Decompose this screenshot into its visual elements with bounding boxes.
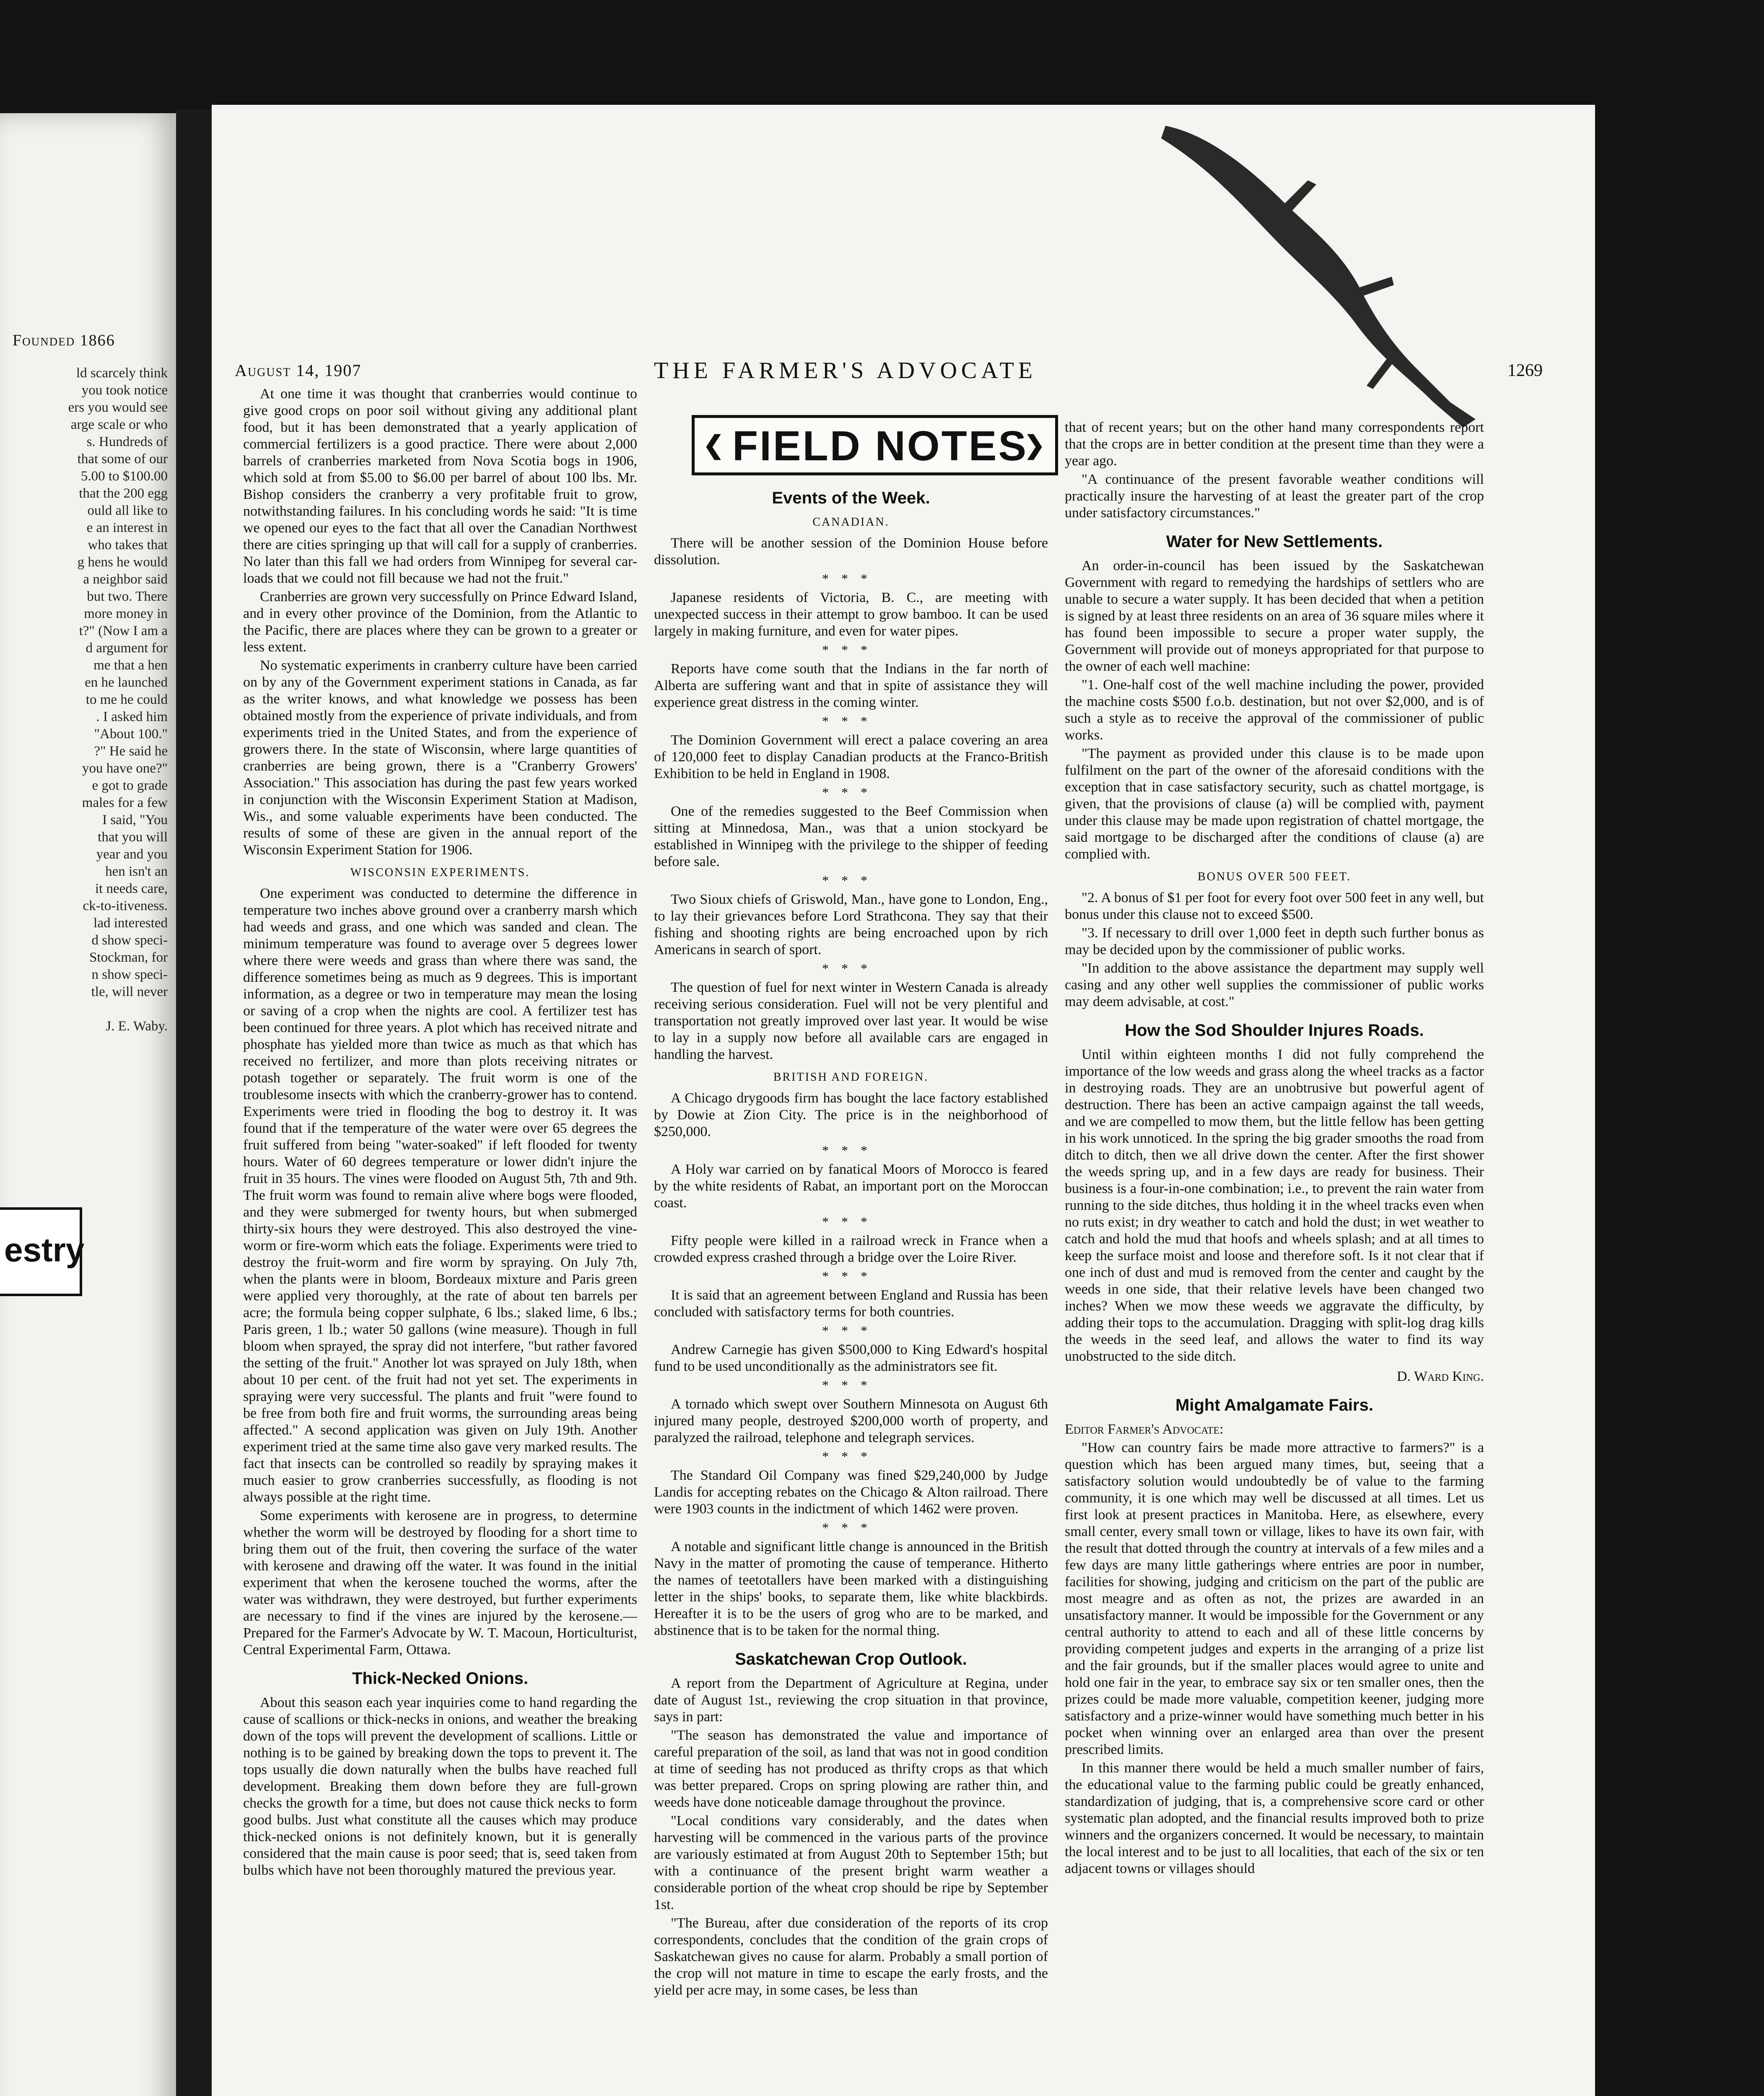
heading-thick-necked-onions: Thick-Necked Onions. [352, 1669, 529, 1688]
left-partial-page [0, 113, 176, 2096]
subheading-bonus: BONUS OVER 500 FEET. [1198, 870, 1351, 883]
heading-sod-shoulder: How the Sod Shoulder Injures Roads. [1125, 1021, 1424, 1040]
heading-water-for-new-settlements: Water for New Settlements. [1166, 532, 1383, 551]
separator-stars: *** [822, 873, 880, 888]
paragraph: "How can country fairs be made more attractive to farmers?" is a question which has been argued many times, but, seeing that a satisfactory solution would undoubtedly be of value to the farming community, it is one which may well be discussed at all times. Let us first look at present practices in Manitoba. Here, as elsewhere, every small center, every small town or village, likes to have its own fair, with the result that dotted through the country at intervals of a few miles and a few days are many little gatherings where entries are poor in number, facilities for showing, judging and criticism on the part of the public are most meagre and as often as not, the prizes are awarded in an unsatisfactory manner. It would be impossible for the Government or any central authority to attend to each and all of these little concerns by providing competent judges and experts in the arranging of a prize list and the fair grounds, but if the smaller places would agree to unite and hold one fair in the year, to embrace say six or ten smaller ones, then the prizes could be made more valuable, competition keener, judging more satisfactory and a prize-winner would have something much better in his pocket when winning over an enlarged area than over the present prescribed limits. [1065, 1440, 1484, 1757]
page-number: 1269 [1507, 361, 1543, 380]
paragraph: "The Bureau, after due consideration of the reports of its crop correspondents, concludes that the condition of the grain crops of Saskatchewan gives no cause for alarm. Probably a small portion of the crop will not mature in time to escape the early frosts, and the yield per acre may, in some cases, be less than [654, 1915, 1048, 1998]
paragraph: Until within eighteen months I did not fully comprehend the importance of the low weeds and grass along the wheel tracks as a factor in destroying roads. They are an unobtrusive but powerful agent of destruction. There has been an active campaign against the tall weeds, and we are compelled to mow them, but the little fellow has been getting in his work unnoticed. In the spring the big grader smooths the road from ditch to ditch, then we all drive down the center. After the first shower the weeds spring up, and in a few days are ready for business. Their business is a four-in-one combination; i.e., to prevent the rain water from running to the side ditches, thus holding it in the wheel tracks even when no ruts exist; in dry weather to catch and hold the dust; in wet weather to catch and hold the mud that hoofs and wheels splash; and at all times to keep the surface moist and loose and therefore soft. Is it not clear that if one inch of dust and mud is removed from the center and caught by the weeds in one side, that their relative levels have been changed two inches? When we mow these weeds we aggravate the difficulty, by adding their tops to the accumulation. Dragging with split-log drag kills the weeds in the seed leaf, and allows the water to find its way unobstructed to the side ditch. [1065, 1047, 1484, 1364]
separator-stars: *** [822, 961, 880, 976]
left-page-boxed-heading [0, 1207, 85, 1296]
news-item: Fifty people were killed in a railroad wreck in France when a crowded express crashed through a bridge over the Loire River. [654, 1233, 1048, 1265]
paragraph: One experiment was conducted to determine the difference in temperature two inches above ground over a cranberry marsh which had weeds and grass, and one which was sanded and clean. The minimum temperature was found to average over 5 degrees lower where there were weeds and grass than where there was sand, the difference sometimes being as much as 9 degrees. This is important information, as a degree or two in temperature may mean the losing or saving of a crop when the nights are cool. A fertilizer test has been continued for three years. A plot which has received nitrate and phosphate has yielded more than twice as much as that which has received no fertilizer, and more than plots receiving nitrates or potash together or separately. The fruit worm is one of the troublesome insects with which the cranberry-grower has to contend. Experiments were tried in flooding the bog to destroy it. It was found that if the temperature of the water were over 65 degrees the fruit suffered from being "water-soaked" if left flooded for twenty hours. Water of 60 degrees temperature or lower didn't injure the fruit in 35 hours. The vines were flooded on August 5th, 7th and 9th. The fruit worm was found to remain alive where bogs were flooded, and they were submerged for twenty hours, but when submerged thirty-six hours they were destroyed. This also destroyed the vine-worm or fire-worm which eats the foliage. Experiments were tried to destroy the fruit-worm and fire worm by spraying. On July 7th, when the plants were in bloom, Bordeaux mixture and Paris green were applied very thoroughly, at the rate of about ten barrels per acre; the formula being copper sulphate, 6 lbs.; slaked lime, 6 lbs.; Paris green, 1 lb.; water 50 gallons (wine measure). Though in full bloom when sprayed, the spray did not interfere, "but rather favored the setting of the fruit." Another lot was sprayed on July 18th, when about 10 per cent. of the fruit had not yet set. The experiments in spraying were very successful. The plants and fruit "were found to be free from both fire and fruit worms, the surrounding areas being affected." A second application was given on July 19th. Another experiment tried at the same time also gave very marked results. The fact that insects can be controlled so readily by spraying makes it much easier to grow cranberries successfully, as flooding is not always possible at the right time. [243, 886, 637, 1505]
separator-stars: *** [822, 1323, 880, 1338]
paragraph: "In addition to the above assistance the department may supply well casing and any other well supplies the commissioner of public works may deem advisable, at cost." [1065, 960, 1484, 1009]
masthead-title: THE FARMER'S ADVOCATE [654, 358, 1037, 384]
subheading-wisconsin: WISCONSIN EXPERIMENTS. [350, 866, 530, 879]
news-item: The Standard Oil Company was fined $29,240,000 by Judge Landis for accepting rebates on the Chicago & Alton railroad. There were 1903 counts in the indictment of which 1462 were proven. [654, 1468, 1048, 1517]
separator-stars: *** [822, 1214, 880, 1229]
news-item: There will be another session of the Dominion House before dissolution. [654, 535, 1048, 568]
field-notes-banner [692, 415, 1058, 475]
book-gutter [176, 109, 214, 2096]
separator-stars: *** [822, 1268, 880, 1284]
heading-events-of-the-week: Events of the Week. [772, 489, 930, 507]
separator-stars: *** [822, 785, 880, 800]
heading-might-amalgamate-fairs: Might Amalgamate Fairs. [1175, 1396, 1373, 1414]
banner-ornament-left: ❮ [703, 431, 726, 459]
left-page-box-label: estry [4, 1231, 85, 1268]
paragraph: No systematic experiments in cranberry culture have been carried on by any of the Government experiment stations in Canada, as far as the writer knows, and what knowledge we possess has been obtained mostly from the experience of private individuals, and from experiments tried in the United States, and from the experience of growers there. In the state of Wisconsin, where large quantities of cranberries are being grown, there is a "Cranberry Growers' Association." This association has during the past few years worked in conjunction with the Wisconsin Experiment Station at Madison, Wis., and some valuable experiments have been conducted. The results of some of these are given in the annual report of the Wisconsin Experiment Station for 1906. [243, 658, 637, 858]
separator-stars: *** [822, 1520, 880, 1535]
column-1 [243, 386, 637, 1881]
news-item: One of the remedies suggested to the Beef Commission when sitting at Minnedosa, Man., was that a union stockyard be established in Winnipeg with the privilege to the shipper of feeding before sale. [654, 804, 1048, 869]
news-item: Andrew Carnegie has given $500,000 to King Edward's hospital fund to be used unconditionally as the administrators see fit. [654, 1342, 1048, 1374]
banner-ornament-right: ❯ [1024, 431, 1047, 459]
separator-stars: *** [822, 1377, 880, 1393]
paragraph: "3. If necessary to drill over 1,000 feet in depth such further bonus as may be decided upon by the commissioner of public works. [1065, 925, 1484, 957]
salutation: Editor Farmer's Advocate: [1065, 1422, 1224, 1437]
left-page-header: Founded 1866 [13, 332, 115, 349]
paragraph: "2. A bonus of $1 per foot for every foot over 500 feet in any well, but bonus under this clause not to exceed $500. [1065, 890, 1484, 922]
separator-stars: *** [822, 713, 880, 729]
separator-stars: *** [822, 1143, 880, 1158]
left-page-text-fragment: ld scarcely think you took notice ers you would see arge scale or who s. Hundreds of that some of our 5.00 to $100.00 that the 200 egg ould all like to e an interest in who takes that g hens he would a neighbor said but two. There more money in t?" (Now I am a d argument for me that a hen en he launched to me he could . I asked him "About 100." ?" He said he you have one?" e got to grade males for a few I said, "You that you will year and you hen isn't an it needs care, ck-to-itiveness. lad interested d show speci- Stockman, for n show speci- tle, will never J. E. Waby. [68, 366, 168, 1034]
paragraph: "A continuance of the present favorable weather conditions will practically insure the harvesting of at least the greater part of the crop under satisfactory circumstances." [1065, 472, 1484, 521]
paragraph: Cranberries are grown very successfully on Prince Edward Island, and in every other province of the Dominion, from the Atlantic to the Pacific, there are places where they can be grown to a greater or less extent. [243, 589, 637, 655]
paragraph: About this season each year inquiries come to hand regarding the cause of scallions or thick-necks in onions, and weather the breaking down of the tops will prevent the development of scallions. Little or nothing is to be gained by breaking down the tops to prevent it. The tops usually die down naturally when the bulbs have reached full development. Breaking them down before they are full-grown checks the growth for a time, but does not cause thick necks to form good bulbs. Just what constitute all the causes which may produce thick-necked onions is not definitely known, but it is generally considered that the main cause is poor seed; that is, seed taken from bulbs which have not been thoroughly matured the previous year. [243, 1695, 637, 1878]
news-item: A Chicago drygoods firm has bought the lace factory established by Dowie at Zion City. The price is in the neighborhood of $250,000. [654, 1090, 1048, 1139]
separator-stars: *** [822, 642, 880, 657]
news-item: Two Sioux chiefs of Griswold, Man., have gone to London, Eng., to lay their grievances before Lord Strathcona. They say that their fishing and shooting rights are being encroached upon by rich Americans in search of sport. [654, 892, 1048, 957]
paragraph: In this manner there would be held a much smaller number of fairs, the educational value to the farming public could be greatly enhanced, standardization of judging, that is, a comprehensive score card or other systematic plan adopted, and the financial results improved both to prize winners and the organizers concerned. It would be necessary, to maintain the local interest and to be just to all localities, that each of the six or ten adjacent towns or villages should [1065, 1760, 1484, 1876]
paragraph: A report from the Department of Agriculture at Regina, under date of August 1st., reviewing the crop situation in that province, says in part: [654, 1676, 1048, 1725]
paragraph: that of recent years; but on the other hand many correspondents report that the crops are in better condition at the present time than they were a year ago. [1065, 420, 1484, 469]
paragraph: Some experiments with kerosene are in progress, to determine whether the worm will be destroyed by flooding for a short time to bring them out of the fruit, then covering the surface of the water with kerosene and drawing off the water. It was found in the initial experiment that when the kerosene touched the worms, after the water was withdrawn, they were destroyed, but further experiments are necessary to find if the vines are injured by the kerosene.—Prepared for the Farmer's Advocate by W. T. Macoun, Horticulturist, Central Experimental Farm, Ottawa. [243, 1508, 637, 1658]
paragraph: "Local conditions vary considerably, and the dates when harvesting will be commenced in the various parts of the province are variously estimated at from August 20th to September 15th; but with a continuance of the present bright warm weather a considerable portion of the wheat crop should be ripe by September 1st. [654, 1813, 1048, 1912]
paragraph: "The payment as provided under this clause is to be made upon fulfilment on the part of the owner of the aforesaid conditions with the exception that in case satisfactory security, such as chattel mortgage, is given, that the provisions of clause (a) will be complied with, payment under this clause may be made upon registration of chattel mortgage, the said mortgage to be discharged after the conditions of clause (a) are complied with. [1065, 746, 1484, 862]
news-item: The question of fuel for next winter in Western Canada is already receiving serious consideration. Fuel will not be very plentiful and transportation not greatly improved over last year. It would be wise to lay in a supply now before all available cars are engaged in handling the harvest. [654, 980, 1048, 1062]
paragraph: An order-in-council has been issued by the Saskatchewan Government with regard to remedying the hardships of settlers who are unable to secure a water supply. It has been decided that when a petition is signed by at least three residents on an area of 36 square miles where it has found been impossible to secure a proper water supply, the Government will provide out of moneys appropriated for that purpose to the owner of each well machine: [1065, 558, 1484, 674]
column-2 [654, 478, 1048, 2000]
news-item: A Holy war carried on by fanatical Moors of Morocco is feared by the white residents of Rabat, an important port on the Moroccan coast. [654, 1162, 1048, 1211]
separator-stars: *** [822, 1449, 880, 1464]
news-item: The Dominion Government will erect a palace covering an area of 120,000 feet to display Canadian products at the Franco-British Exhibition to be held in England in 1908. [654, 732, 1048, 781]
paragraph: At one time it was thought that cranberries would continue to give good crops on poor soil without giving any additional plant food, but it has been demonstrated that a yearly application of commercial fertilizers is a good practice. There were about 2,000 barrels of cranberries marketed from Nova Scotia bogs in 1906, which sold at from $5.00 to $6.00 per barrel of about 100 lbs. Mr. Bishop considers the cranberry a very profitable fruit to grow, notwithstanding failures. In his concluding words he said: "It is time we opened our eyes to the fact that all over the Canadian Northwest there are cities springing up that will call for a supply of cranberries. No later than this fall we had orders from Winnipeg for several car-loads that we could not fill because we had not the fruit." [243, 386, 637, 586]
news-item: Japanese residents of Victoria, B. C., are meeting with unexpected success in their attempt to grow bamboo. It can be used largely in making furniture, and even for water pipes. [654, 590, 1048, 639]
news-item: A tornado which swept over Southern Minnesota on August 6th injured many people, destroyed $200,000 worth of property, and paralyzed the railroad, telephone and telegraph services. [654, 1396, 1048, 1445]
issue-date: August 14, 1907 [235, 361, 362, 380]
news-item: It is said that an agreement between England and Russia has been concluded with satisfactory terms for both countries. [654, 1287, 1048, 1320]
separator-stars: *** [822, 571, 880, 586]
paragraph: "The season has demonstrated the value and importance of careful preparation of the soil, as land that was not in good condition at time of seeding has not produced as thrifty crops as that which was better prepared. Crops on spring plowing are rather thin, and weeds have done noticeable damage throughout the province. [654, 1728, 1048, 1810]
subheading-british-foreign: BRITISH AND FOREIGN. [773, 1071, 929, 1084]
column-3 [1065, 419, 1484, 1879]
author-signature: D. Ward King. [1397, 1369, 1484, 1384]
paragraph: "1. One-half cost of the well machine including the power, provided the machine costs $500 f.o.b. destination, but not over $2,000, and is of such a style as to receive the approval of the commissioner of public works. [1065, 677, 1484, 743]
subheading-canadian: CANADIAN. [812, 516, 890, 529]
news-item: A notable and significant little change is announced in the British Navy in the matter of promoting the cause of temperance. Hitherto the names of teetotallers have been marked with a distinguishing letter in the ships' books, to separate them, like white blackbirds. Hereafter it is to be the users of grog who are to be marked, and abstinence that is to be taken for the normal thing. [654, 1539, 1048, 1638]
heading-saskatchewan-crop-outlook: Saskatchewan Crop Outlook. [735, 1650, 967, 1668]
field-notes-title: FIELD NOTES [732, 423, 1028, 470]
news-item: Reports have come south that the Indians in the far north of Alberta are suffering want and that in spite of assistance they will experience great distress in the coming winter. [654, 661, 1048, 710]
